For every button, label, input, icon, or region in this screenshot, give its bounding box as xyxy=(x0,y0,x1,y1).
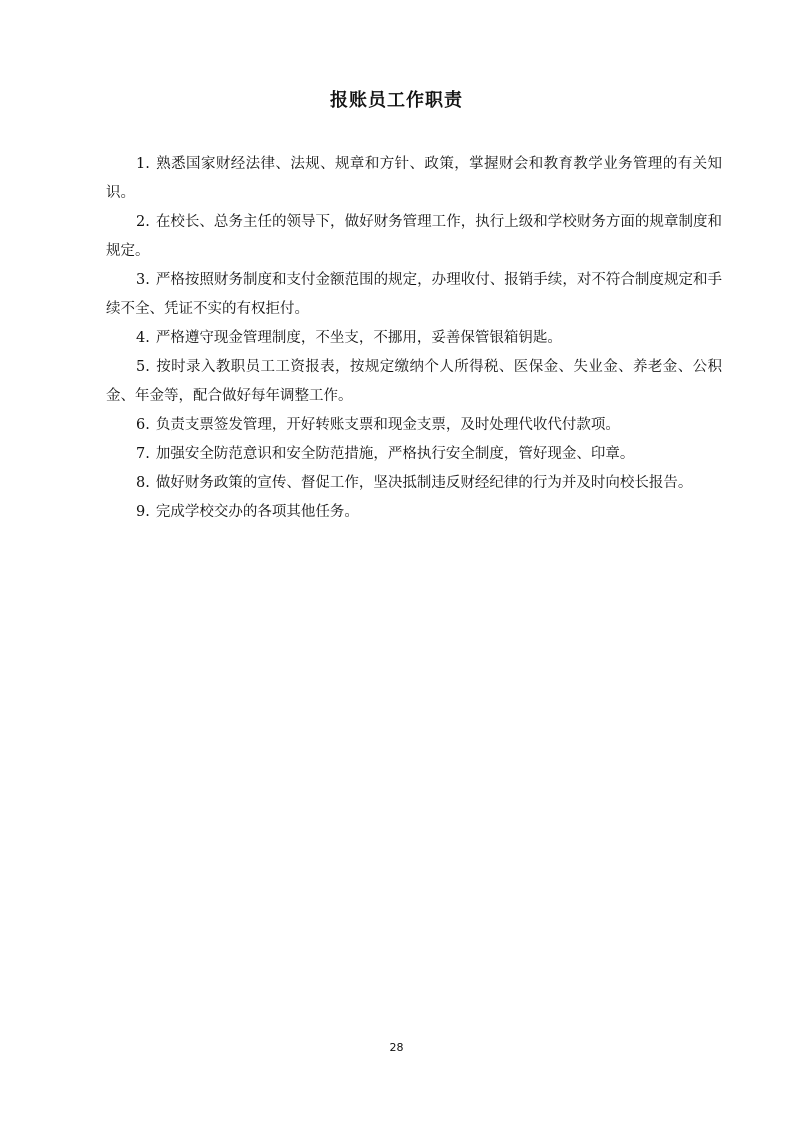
item-text: 按时录入教职员工工资报表，按规定缴纳个人所得税、医保金、失业金、养老金、公积金、年金等，配合做好每年调整工作。 xyxy=(106,359,722,404)
item-text: 负责支票签发管理，开好转账支票和现金支票，及时处理代收代付款项。 xyxy=(155,417,620,433)
item-number: 2. xyxy=(136,214,150,230)
list-item xyxy=(106,208,722,266)
item-number: 8. xyxy=(136,475,150,491)
item-number: 7. xyxy=(136,446,150,462)
item-text: 在校长、总务主任的领导下，做好财务管理工作，执行上级和学校财务方面的规章制度和规定。 xyxy=(106,214,722,259)
list-item xyxy=(106,353,722,411)
item-number: 6. xyxy=(136,417,150,433)
item-number: 3. xyxy=(136,272,150,288)
item-text: 做好财务政策的宣传、督促工作，坚决抵制违反财经纪律的行为并及时向校长报告。 xyxy=(155,475,693,491)
item-text: 严格遵守现金管理制度，不坐支，不挪用，妥善保管银箱钥匙。 xyxy=(155,330,562,346)
item-text: 完成学校交办的各项其他任务。 xyxy=(155,504,359,520)
item-text: 熟悉国家财经法律、法规、规章和方针、政策，掌握财会和教育教学业务管理的有关知识。 xyxy=(106,156,722,201)
item-number: 5. xyxy=(136,359,150,375)
item-number: 1. xyxy=(136,156,150,172)
duty-list xyxy=(106,150,722,527)
page-title: 报账员工作职责 xyxy=(330,90,463,111)
list-item xyxy=(106,411,722,440)
page-number: 28 xyxy=(389,1041,404,1054)
list-item xyxy=(106,324,722,353)
list-item xyxy=(106,469,722,498)
list-item xyxy=(106,440,722,469)
list-item xyxy=(106,150,722,208)
list-item xyxy=(106,266,722,324)
item-text: 严格按照财务制度和支付金额范围的规定，办理收付、报销手续，对不符合制度规定和手续不全、凭证不实的有权拒付。 xyxy=(106,272,722,317)
list-item xyxy=(106,498,722,527)
item-number: 9. xyxy=(136,504,150,520)
item-text: 加强安全防范意识和安全防范措施，严格执行安全制度，管好现金、印章。 xyxy=(155,446,635,462)
item-number: 4. xyxy=(136,330,150,346)
